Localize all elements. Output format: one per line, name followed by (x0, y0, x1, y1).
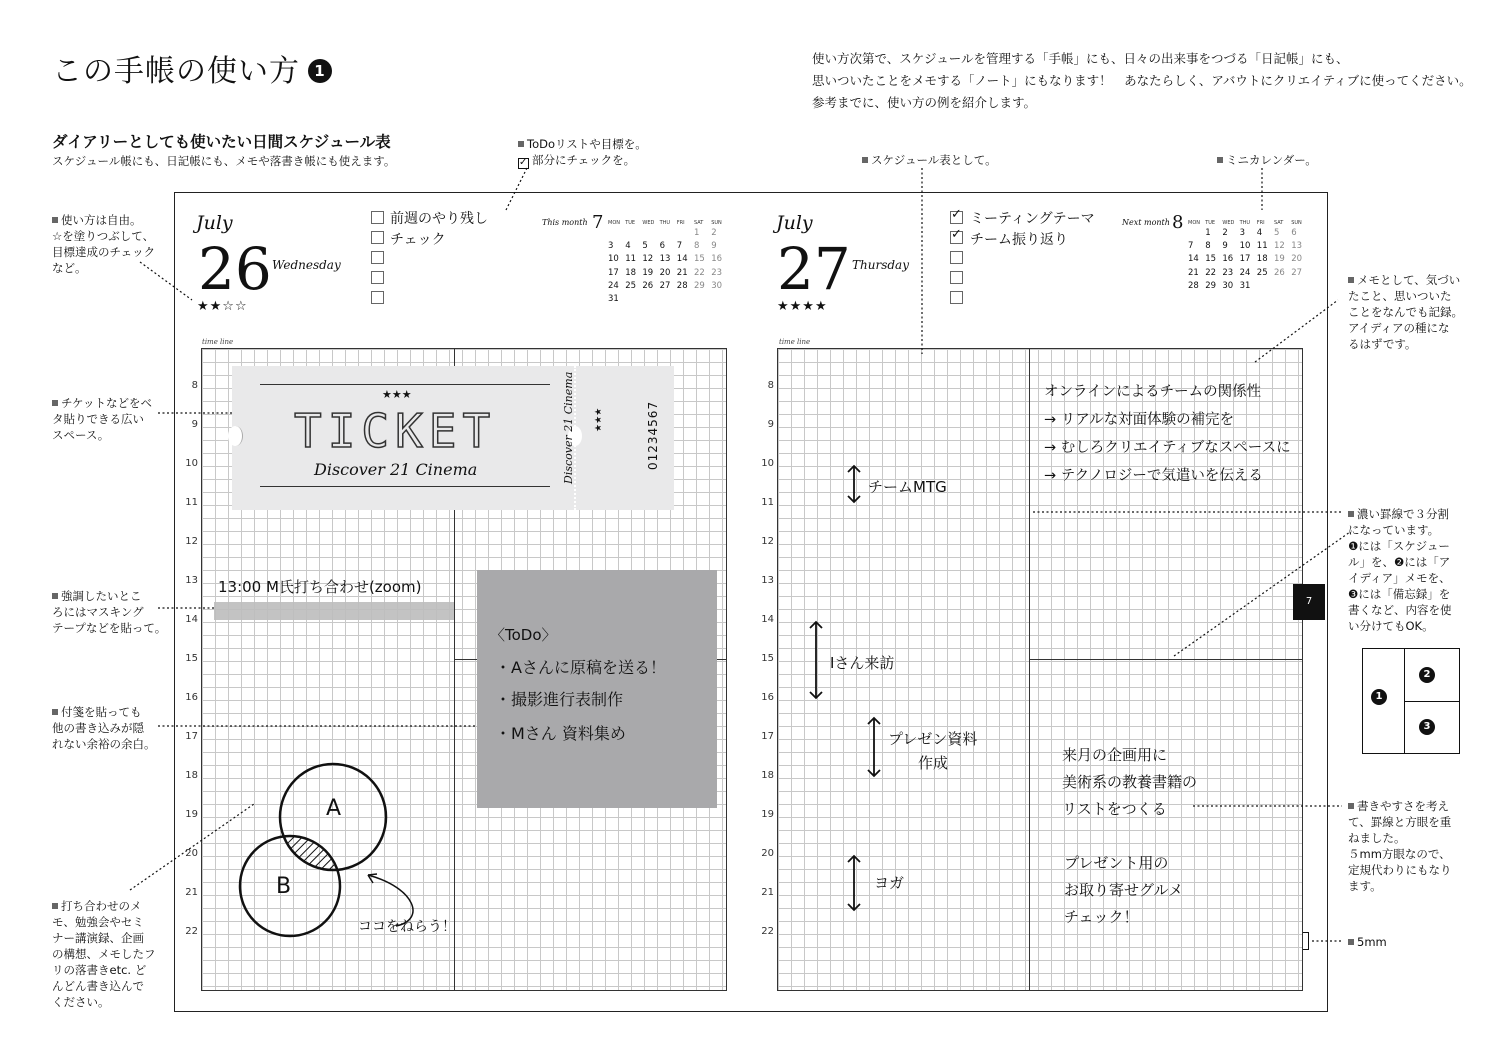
mini-cal-day: 12 (642, 254, 654, 265)
mini-cal-day: 17 (1239, 254, 1251, 265)
timeline-hour-label: 10 (185, 458, 198, 469)
memo-line: → リアルな対面体験の補完を (1044, 412, 1235, 428)
mini-cal-day: 25 (1256, 267, 1268, 278)
mini-cal-day: 27 (1291, 267, 1303, 278)
mini-cal-month: 7 (592, 212, 604, 233)
mini-cal-day: 15 (694, 254, 705, 265)
mini-cal-day: 23 (711, 267, 723, 278)
diagram-num-3: 3 (1419, 719, 1435, 735)
mini-cal-day: 26 (642, 280, 654, 291)
sticky-line: ・Mさん 資料集め (495, 724, 626, 743)
timeline-hour-label: 10 (761, 458, 774, 469)
timeline-hour-label: 11 (185, 497, 198, 508)
left-goal-stars[interactable]: ★★☆☆ (197, 299, 248, 314)
mini-cal-day: 8 (694, 241, 700, 252)
mini-cal-day: 30 (1222, 280, 1234, 291)
right-month: July (776, 212, 813, 234)
left-todo-checkbox[interactable] (371, 211, 384, 224)
mini-cal-day: 3 (608, 241, 614, 252)
memo-line: オンラインによるチームの関係性 (1044, 384, 1262, 400)
timeline-hour-label: 12 (761, 536, 774, 547)
intro-line: 参考までに、使い方の例を紹介します。 (812, 95, 1037, 110)
mini-cal-month: 8 (1172, 212, 1184, 233)
timeline-hour-label: 22 (761, 926, 774, 937)
right-todo-checkbox[interactable]: ✓ (951, 227, 962, 242)
mini-cal-day: 21 (1188, 267, 1199, 278)
mini-cal-weekday: SAT (1274, 220, 1284, 226)
mm-bracket (1303, 932, 1309, 950)
mini-cal-day: 22 (1205, 267, 1217, 278)
mini-cal-day: 1 (1205, 228, 1211, 238)
timeline-hour-label: 9 (191, 419, 198, 430)
mini-cal-day: 13 (659, 254, 671, 265)
left-todo-text: 前週のやり残し (390, 211, 488, 227)
intro-text (812, 48, 1492, 114)
note-memo: メモとして、気づい たこと、思いついた ことをなんでも記録。 アイディアの種にな るはずです。 (1348, 273, 1463, 351)
timeline-hour-label: 18 (185, 770, 198, 781)
mini-cal-weekday: MON (608, 220, 620, 226)
bullet-square-icon (52, 903, 58, 909)
split-diagram (1362, 648, 1460, 754)
left-mini-calendar (542, 212, 604, 233)
mini-cal-day: 16 (711, 254, 723, 265)
left-day: 26 (198, 235, 272, 303)
note1-line: リストをつくる (1062, 800, 1167, 818)
mini-cal-day: 2 (1222, 228, 1228, 238)
timeline-hour-label: 9 (767, 419, 774, 430)
mini-cal-day: 24 (608, 280, 619, 291)
note-todo: ToDoリストや目標を。 ✓ 部分にチェックを。 (519, 137, 647, 168)
bullet-square-icon (52, 593, 58, 599)
mini-cal-day: 18 (1256, 254, 1268, 265)
mini-cal-day: 20 (1291, 254, 1303, 265)
mini-cal-day: 27 (659, 280, 671, 291)
mini-cal-day: 28 (676, 280, 688, 291)
note-5mm: 5mm (1348, 934, 1387, 950)
timeline-hour-label: 8 (191, 380, 198, 391)
mini-cal-day: 8 (1205, 241, 1211, 252)
mini-cal-weekday: SUN (1291, 220, 1302, 226)
timeline-hour-label: 20 (185, 848, 198, 859)
timeline-hour-label: 11 (761, 497, 774, 508)
mini-cal-day: 9 (711, 241, 717, 252)
left-month: July (196, 212, 233, 234)
timeline-hour-label: 19 (761, 809, 774, 820)
timeline-hour-label: 14 (185, 614, 198, 625)
mini-cal-day: 30 (711, 280, 723, 291)
timeline-hour-label: 18 (761, 770, 774, 781)
mini-cal-day: 29 (1205, 280, 1217, 291)
note-tape: 強調したいとこ ろにはマスキング テープなどを貼って。 (52, 589, 167, 635)
timeline-hour-label: 21 (185, 887, 198, 898)
timeline-hour-label: 15 (185, 653, 198, 664)
right-timeline-label: time line (779, 338, 811, 346)
section-heading: ダイアリーとしても使いたい日間スケジュール表 (52, 133, 391, 151)
bullet-square-icon (1348, 511, 1354, 517)
intro-line: 使い方次第で、スケジュールを管理する「手帳」にも、日々の出来事をつづる「日記帳」にも、 (812, 51, 1349, 66)
timeline-hour-label: 21 (761, 887, 774, 898)
bullet-square-icon (1348, 277, 1354, 283)
page-title: この手帳の使い方 1 (52, 46, 332, 90)
mini-cal-day: 11 (1256, 241, 1268, 252)
right-mini-calendar (1122, 212, 1184, 233)
mini-cal-day: 7 (1188, 241, 1194, 252)
note2-line: お取り寄せグルメ (1064, 881, 1184, 899)
timeline-hour-label: 13 (761, 575, 774, 586)
schedule-presen: 作成 (918, 754, 949, 772)
timeline-hour-label: 20 (761, 848, 774, 859)
schedule-arrows-2 (800, 460, 900, 920)
note2-line: チェック！ (1064, 908, 1139, 926)
right-row-divider (1030, 659, 1302, 660)
note-meeting: 打ち合わせのメ モ、勉強会やセミ ナー講演録、企画 の構想、メモしたフ リの落書きetc. ど んどん書き込んで ください。 (52, 899, 156, 1009)
left-weekday: Wednesday (272, 258, 341, 272)
right-todo-checkbox[interactable] (950, 251, 963, 264)
mini-cal-weekday: TUE (1205, 220, 1216, 226)
bullet-square-icon (52, 709, 58, 715)
right-weekday: Thursday (852, 258, 909, 272)
mini-cal-day: 22 (694, 267, 705, 278)
right-todo-checkbox[interactable] (950, 271, 963, 284)
bullet-square-icon (1348, 803, 1354, 809)
note1-line: 来月の企画用に (1062, 746, 1168, 764)
mini-cal-day: 6 (1291, 228, 1297, 238)
venn-label-b: B (276, 874, 292, 899)
mini-cal-day: 26 (1274, 267, 1285, 278)
mini-cal-day: 31 (608, 294, 619, 304)
right-todo-checkbox[interactable]: ✓ (951, 207, 962, 222)
mini-cal-weekday: THU (659, 220, 671, 226)
bullet-square-icon (52, 217, 58, 223)
venn-label-a: A (326, 796, 342, 821)
schedule-presen: プレゼン資料 (888, 730, 978, 748)
tape-text: 13:00 M氏打ち合わせ(zoom) (218, 578, 422, 596)
mini-cal-day: 4 (625, 241, 631, 252)
mini-cal-day: 5 (642, 241, 648, 252)
diagram-num-1: 1 (1371, 689, 1387, 705)
mini-cal-day: 14 (1188, 254, 1199, 265)
left-todo-checkbox[interactable] (371, 271, 384, 284)
masking-tape (214, 602, 454, 620)
mini-cal-day: 21 (676, 267, 688, 278)
memo-line: → むしろクリエイティブなスペースに (1044, 440, 1291, 456)
timeline-hour-label: 16 (761, 692, 774, 703)
note-sticky: 付箋を貼っても 他の書き込みが隠 れない余裕の余白。 (52, 705, 156, 751)
sticky-line: ・Aさんに原稿を送る！ (495, 658, 666, 677)
mini-cal-day: 25 (625, 280, 637, 291)
mini-cal-day: 3 (1239, 228, 1246, 238)
right-todo-text: チーム振り返り (970, 232, 1068, 248)
note-grid: 書きやすさを考え て、罫線と方眼を重 ねました。 ５mm方眼なので、 定規代わりにもなり ます。 (1348, 799, 1452, 893)
section-subheading: スケジュール帳にも、日記帳にも、メモや落書き帳にも使えます。 (52, 154, 396, 168)
mini-cal-day: 13 (1291, 241, 1303, 252)
mini-cal-day: 17 (608, 267, 619, 278)
bullet-square-icon (1348, 939, 1354, 945)
mini-cal-label: Next month (1122, 218, 1170, 227)
checkbox-checked-icon: ✓ (519, 157, 528, 168)
mini-cal-day: 29 (694, 280, 705, 291)
mini-cal-day: 23 (1222, 267, 1234, 278)
ticket-stars-vertical: ★★★ (594, 407, 604, 432)
note-schedule: スケジュール表として。 (862, 152, 997, 168)
mini-cal-day: 2 (711, 228, 717, 238)
mini-cal-day: 9 (1222, 241, 1228, 252)
timeline-hour-label: 19 (185, 809, 198, 820)
mini-cal-label: This month (542, 218, 588, 227)
mini-cal-day: 14 (676, 254, 688, 265)
left-todo-checkbox[interactable] (371, 231, 384, 244)
ticket-sticker (232, 366, 674, 510)
ticket-brand: Discover 21 Cinema (314, 460, 478, 479)
mini-cal-day: 16 (1222, 254, 1234, 265)
bullet-square-icon (1217, 157, 1223, 163)
left-todo-text: チェック (390, 232, 446, 248)
timeline-hour-label: 12 (185, 536, 198, 547)
schedule-yoga: ヨガ (874, 874, 905, 892)
month-index-tab[interactable]: 7 (1293, 584, 1325, 620)
memo-line: → テクノロジーで気遣いを伝える (1044, 468, 1263, 484)
right-todo-checkbox[interactable] (950, 291, 963, 304)
left-todo-checkbox[interactable] (371, 251, 384, 264)
mini-cal-day: 28 (1188, 280, 1199, 291)
mini-cal-day: 15 (1205, 254, 1217, 265)
diagram-num-2: 2 (1419, 667, 1435, 683)
sticky-line: 〈ToDo〉 (490, 626, 557, 644)
title-number-badge: 1 (308, 59, 332, 83)
mini-cal-day: 6 (659, 241, 666, 252)
mini-cal-weekday: WED (1222, 220, 1235, 226)
mini-cal-weekday: SAT (694, 220, 704, 226)
mini-cal-day: 20 (659, 267, 671, 278)
right-day: 27 (777, 235, 851, 303)
mini-cal-day: 10 (608, 254, 619, 265)
mini-cal-day: 19 (1274, 254, 1285, 265)
intro-line: 思いついたことをメモする「ノート」にもなります！ あなたらしく、アバウトにクリエイティブに使ってください。 (812, 73, 1472, 88)
timeline-hour-label: 16 (185, 692, 198, 703)
note2-line: プレゼント用の (1064, 854, 1169, 872)
mini-cal-day: 31 (1239, 280, 1251, 291)
timeline-hour-label: 13 (185, 575, 198, 586)
sticky-line: ・撮影進行表制作 (495, 690, 624, 709)
schedule-team-mtg: チームMTG (868, 478, 947, 496)
bullet-square-icon (518, 141, 524, 147)
mini-cal-day: 19 (642, 267, 654, 278)
note-minical: ミニカレンダー。 (1217, 152, 1317, 168)
timeline-hour-label: 15 (761, 653, 774, 664)
bullet-square-icon (862, 157, 868, 163)
mini-cal-day: 5 (1274, 228, 1280, 238)
mini-cal-day: 4 (1256, 228, 1263, 238)
ticket-word: TICKET (294, 404, 497, 458)
note1-line: 美術系の教養書籍の (1062, 773, 1198, 791)
timeline-hour-label: 8 (767, 380, 774, 391)
right-column-divider (1029, 348, 1030, 990)
bullet-square-icon (52, 400, 58, 406)
mini-cal-weekday: THU (1239, 220, 1251, 226)
mini-cal-day: 18 (625, 267, 637, 278)
mini-cal-weekday: WED (642, 220, 655, 226)
left-todo-checkbox[interactable] (371, 291, 384, 304)
timeline-hour-label: 14 (761, 614, 774, 625)
note-free-use: 使い方は自由。 ☆を塗りつぶして、 目標達成のチェック など。 (52, 213, 156, 275)
ticket-brand-vertical: Discover 21 Cinema (562, 371, 575, 484)
venn-caption: ココをねらう！ (358, 919, 456, 935)
ticket-number: 01234567 (646, 400, 660, 470)
right-todo-text: ミーティングテーマ (970, 211, 1095, 227)
note-split: 濃い罫線で３分割 になっています。 ❶には「スケジュー ル」を、❷には「ア イディア」メモを、 ❸には「備忘録」を 書くなど、内容を使 い分けてもOK。 (1348, 507, 1452, 633)
timeline-hour-label: 17 (761, 731, 774, 742)
mini-cal-day: 10 (1239, 241, 1251, 252)
schedule-visit: Iさん来訪 (830, 654, 895, 672)
mini-cal-weekday: FRI (1256, 220, 1265, 226)
mini-cal-weekday: FRI (676, 220, 685, 226)
mini-cal-weekday: SUN (711, 220, 722, 226)
mini-cal-day: 7 (676, 241, 683, 252)
ticket-stars: ★★★ (382, 388, 412, 401)
mini-cal-day: 12 (1274, 241, 1285, 252)
mini-cal-weekday: MON (1188, 220, 1200, 226)
mini-cal-day: 11 (625, 254, 637, 265)
mini-cal-day: 24 (1239, 267, 1251, 278)
mini-cal-day: 1 (694, 228, 700, 238)
note-ticket: チケットなどをベ タ貼りできる広い スペース。 (52, 396, 152, 442)
mini-cal-weekday: TUE (625, 220, 636, 226)
timeline-hour-label: 22 (185, 926, 198, 937)
right-goal-stars[interactable]: ★★★★ (777, 299, 828, 314)
left-timeline-label: time line (202, 338, 234, 346)
timeline-hour-label: 17 (185, 731, 198, 742)
